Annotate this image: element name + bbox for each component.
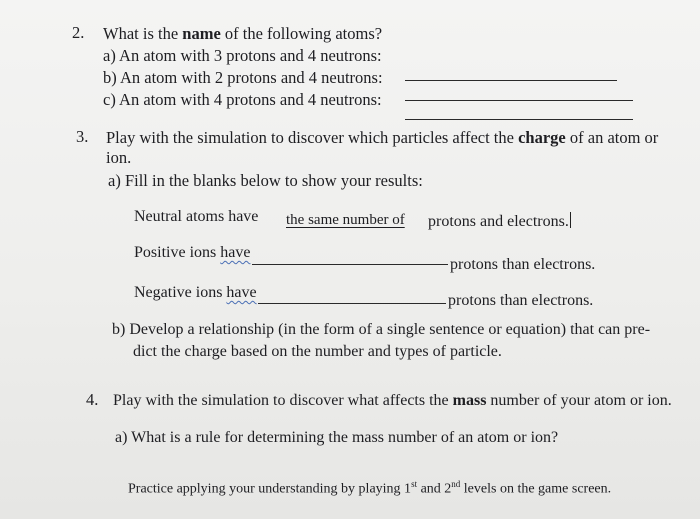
negative-suffix: protons than electrons. xyxy=(448,292,594,309)
q2-number: 2. xyxy=(72,23,85,42)
q3-part-b-line2: dict the charge based on the number and types of particle. xyxy=(133,343,502,360)
positive-suffix: protons than electrons. xyxy=(450,256,596,273)
q2-item-a: a) An atom with 3 protons and 4 neutrons: xyxy=(103,46,382,65)
q2-answer-blank-a[interactable] xyxy=(405,80,617,81)
q2-item-b: b) An atom with 2 protons and 4 neutrons: xyxy=(103,68,383,87)
q4-number: 4. xyxy=(86,390,99,409)
negative-ions-blank[interactable] xyxy=(258,303,446,304)
q3-prompt-line2: ion. xyxy=(106,148,132,167)
text-cursor xyxy=(570,212,571,228)
neutral-atoms-label: Neutral atoms have xyxy=(134,208,259,225)
neutral-answer-field[interactable]: the same number of xyxy=(286,212,405,228)
q2-item-c: c) An atom with 4 protons and 4 neutrons: xyxy=(103,90,382,109)
q3-part-b-line1: b) Develop a relationship (in the form of a single sentence or equation) that can pre- xyxy=(112,321,651,338)
q3-number: 3. xyxy=(76,127,89,146)
q2-title: What is the name of the following atoms? xyxy=(103,24,383,43)
positive-ions-blank[interactable] xyxy=(252,264,448,265)
neutral-suffix: protons and electrons. xyxy=(428,213,569,230)
practice-instruction: Practice applying your understanding by playing 1st and 2nd levels on the game screen. xyxy=(128,479,612,497)
q2-answer-blank-b[interactable] xyxy=(405,100,633,101)
q3-prompt-line1: Play with the simulation to discover which particles affect the charge of an atom or xyxy=(106,128,659,147)
q4-part-a-label: a) What is a rule for determining the mass number of an atom or ion? xyxy=(115,429,559,446)
q3-part-a-label: a) Fill in the blanks below to show your results: xyxy=(108,171,423,190)
q4-prompt: Play with the simulation to discover what affects the mass number of your atom or ion. xyxy=(113,392,672,409)
q2-answer-blank-c[interactable] xyxy=(405,119,633,120)
positive-ions-label: Positive ions have xyxy=(134,244,251,261)
negative-ions-label: Negative ions have xyxy=(134,284,257,301)
